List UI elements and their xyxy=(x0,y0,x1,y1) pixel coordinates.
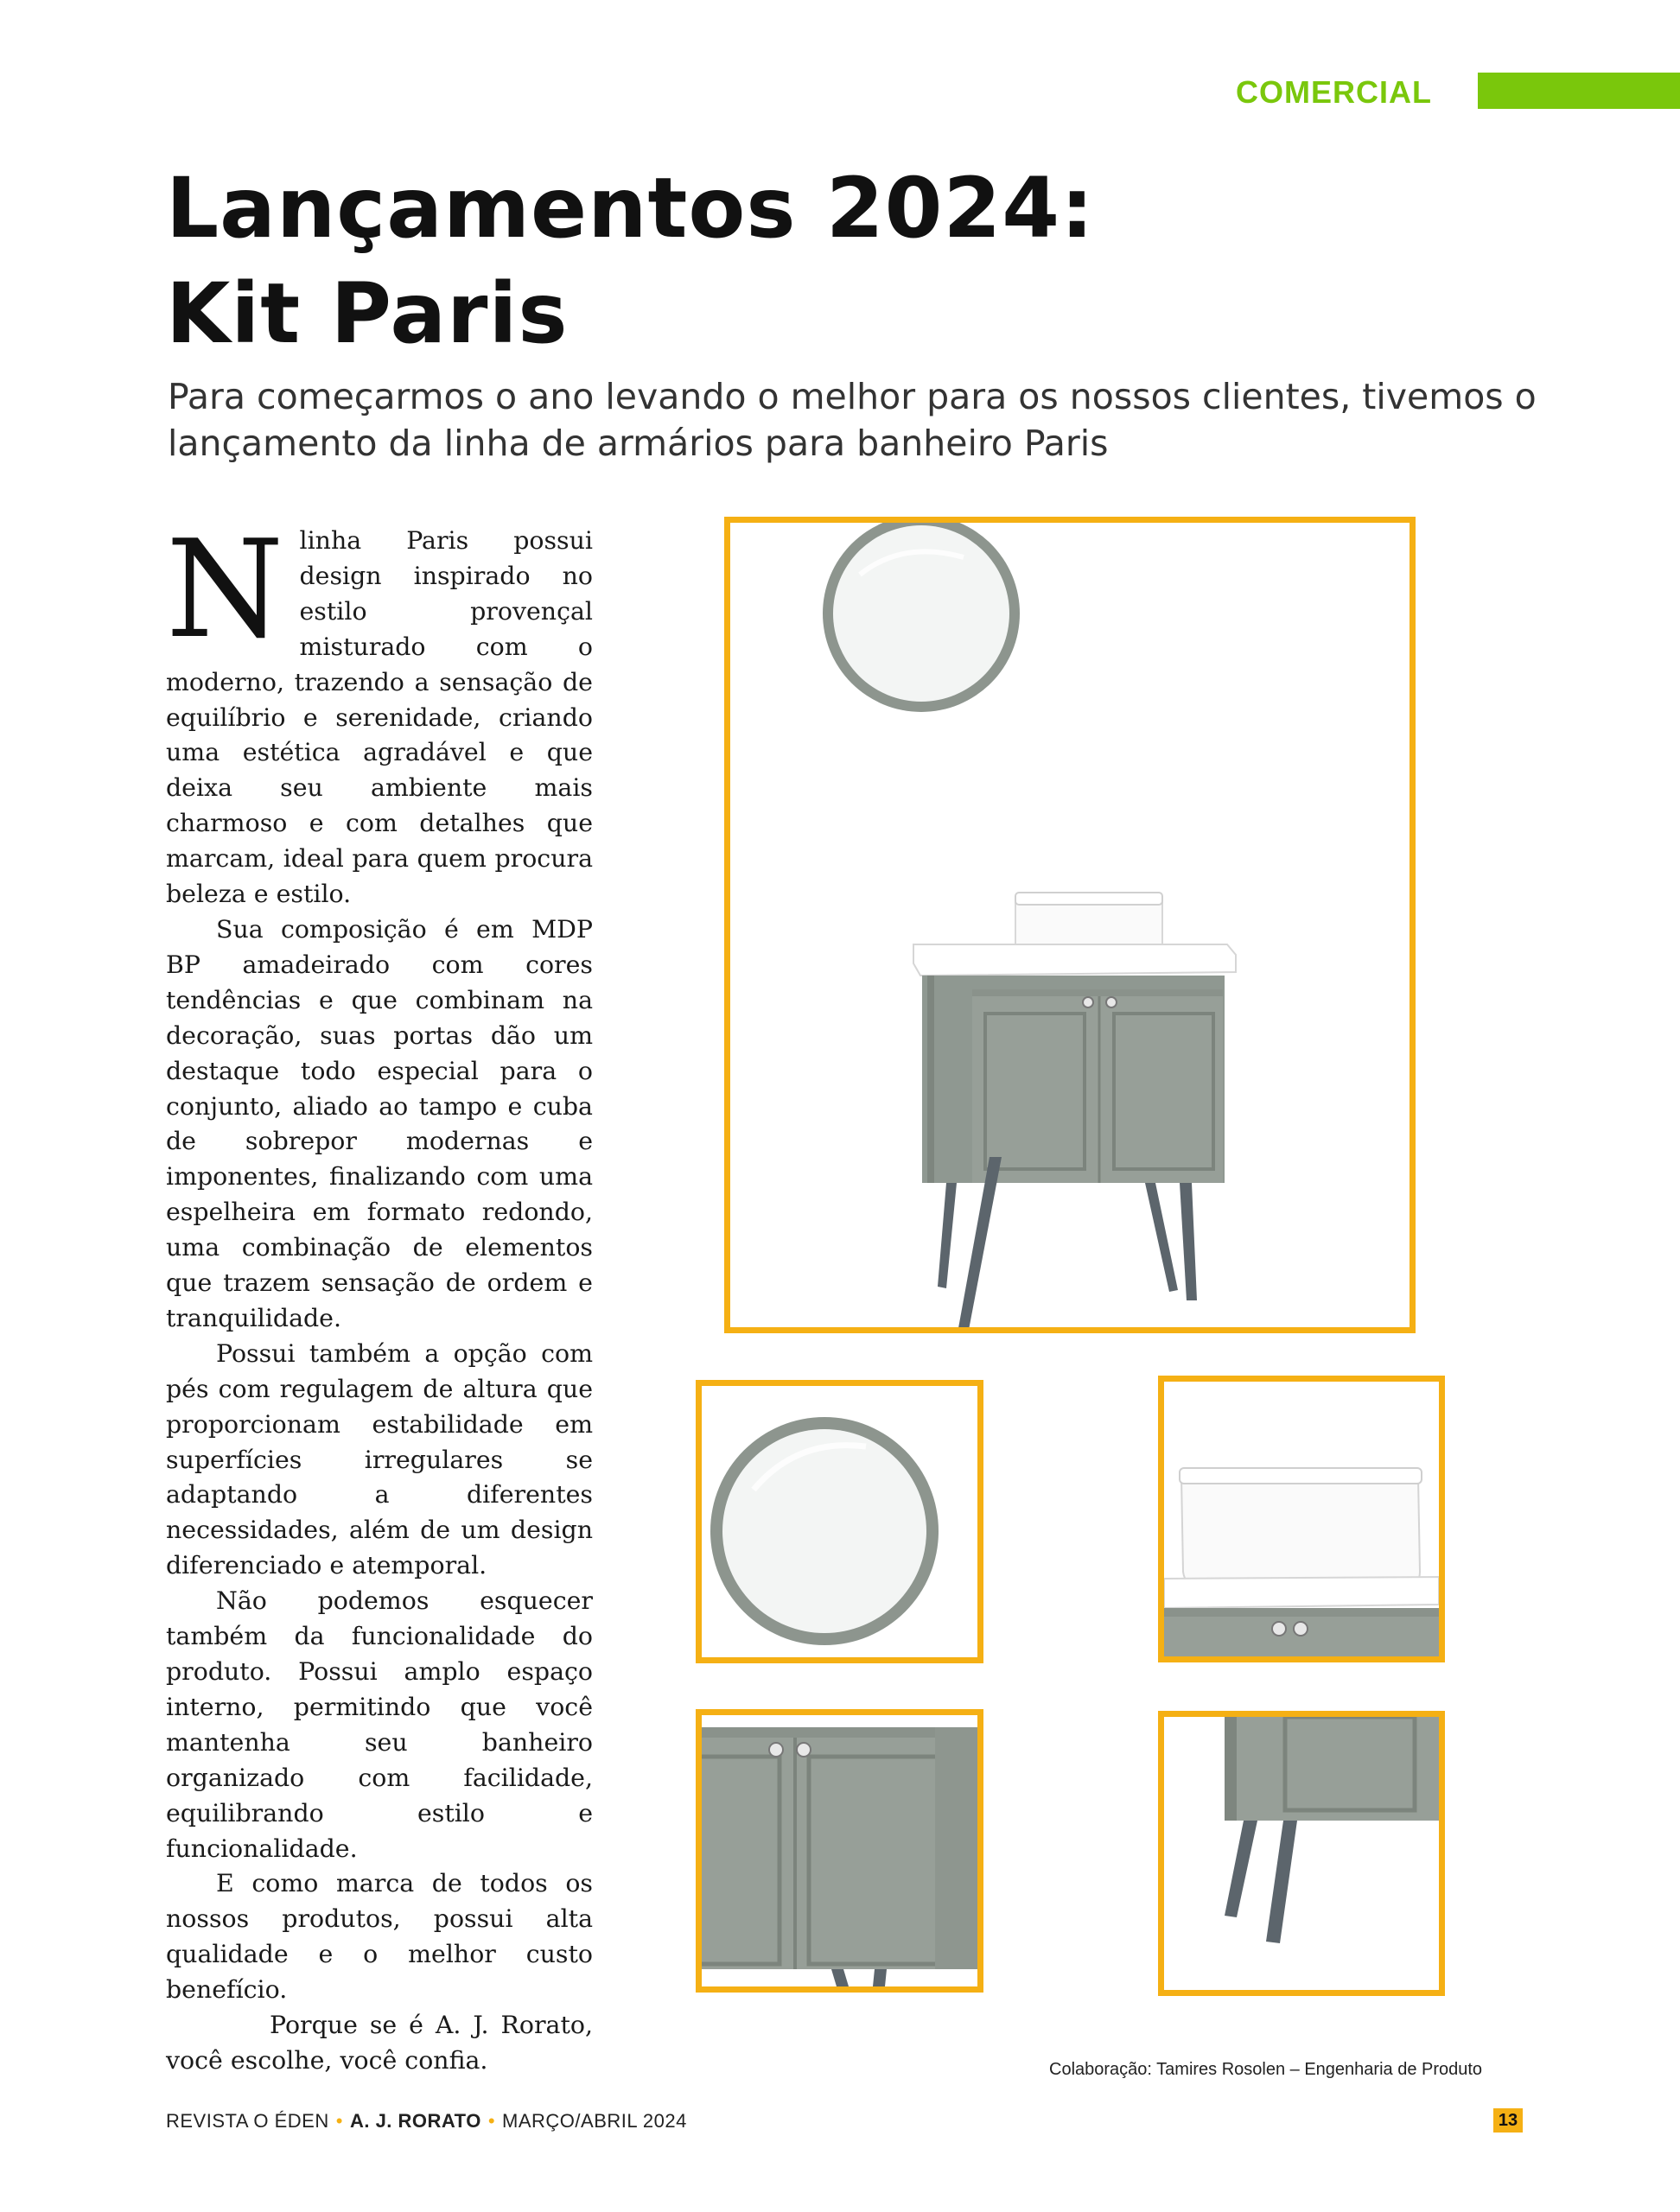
paragraph-4: Não podemos esquecer também da funcionalidade do produto. Possui amplo espaço interno, permitindo que você mantenha seu banheiro organizado com facilidade, equilibrando estilo e funcionalidade. xyxy=(166,1586,593,1863)
separator-dot: • xyxy=(335,2110,343,2132)
kit-paris-illustration xyxy=(730,523,1410,1327)
title-line-2: Kit Paris xyxy=(166,265,569,362)
drop-cap: N xyxy=(166,511,284,668)
doors-detail-image xyxy=(696,1709,983,1993)
paragraph-1: Nlinha Paris possui design inspirado no estilo provençal misturado com o moderno, trazendo a sensação de equilíbrio e serenidade, criando uma estética agradável e que deixa seu ambiente mais charmoso e com detalhes que marcam, ideal para quem procura beleza e estilo. xyxy=(166,511,593,909)
mirror-detail-image xyxy=(696,1380,983,1663)
page-title xyxy=(166,156,1094,366)
paragraph-3: Possui também a opção com pés com regulagem de altura que proporcionam estabilidade em superfícies irregulares se adaptando a diferentes necessidades, além de um design diferenciado e atemporal. xyxy=(166,1338,593,1580)
legs-detail-image xyxy=(1158,1711,1445,1996)
brand-name: A. J. RORATO xyxy=(349,2110,481,2132)
section-label: COMERCIAL xyxy=(1236,74,1432,110)
section-accent-bar xyxy=(1478,73,1680,109)
paragraph-2: Sua composição é em MDP BP amadeirado com cores tendências e que combinam na decoração, suas portas dão um destaque todo especial para o conjunto, aliado ao tampo e cuba de sobrepor modernas e imponentes, finalizando com uma espelheira em formato redondo, uma combinação de elementos que trazem sensação de ordem e tranquilidade. xyxy=(166,914,593,1332)
cabinet-doors-illustration xyxy=(702,1715,977,1986)
washbasin-detail-image xyxy=(1158,1376,1445,1662)
magazine-name: REVISTA O ÉDEN xyxy=(166,2110,329,2132)
article-body xyxy=(166,511,593,2079)
title-line-1: Lançamentos 2024: xyxy=(166,160,1095,257)
round-mirror-illustration xyxy=(702,1386,977,1657)
washbasin-illustration xyxy=(1164,1382,1439,1656)
separator-dot: • xyxy=(487,2110,496,2132)
issue-date: MARÇO/ABRIL 2024 xyxy=(502,2110,687,2132)
footer xyxy=(166,2110,687,2133)
credit-line: Colaboração: Tamires Rosolen – Engenharia de Produto xyxy=(1049,2060,1483,2079)
closing-line: Porque se é A. J. Rorato, você escolhe, você confia. xyxy=(166,2011,593,2075)
paragraph-5: E como marca de todos os nossos produtos, possui alta qualidade e o melhor custo benefício. xyxy=(166,1869,593,2005)
page-number: 13 xyxy=(1493,2108,1523,2133)
page-subtitle: Para começarmos o ano levando o melhor para os nossos clientes, tivemos o lançamento da linha de armários para banheiro Paris xyxy=(168,376,1537,464)
main-product-image xyxy=(724,517,1416,1333)
cabinet-legs-illustration xyxy=(1164,1717,1439,1990)
